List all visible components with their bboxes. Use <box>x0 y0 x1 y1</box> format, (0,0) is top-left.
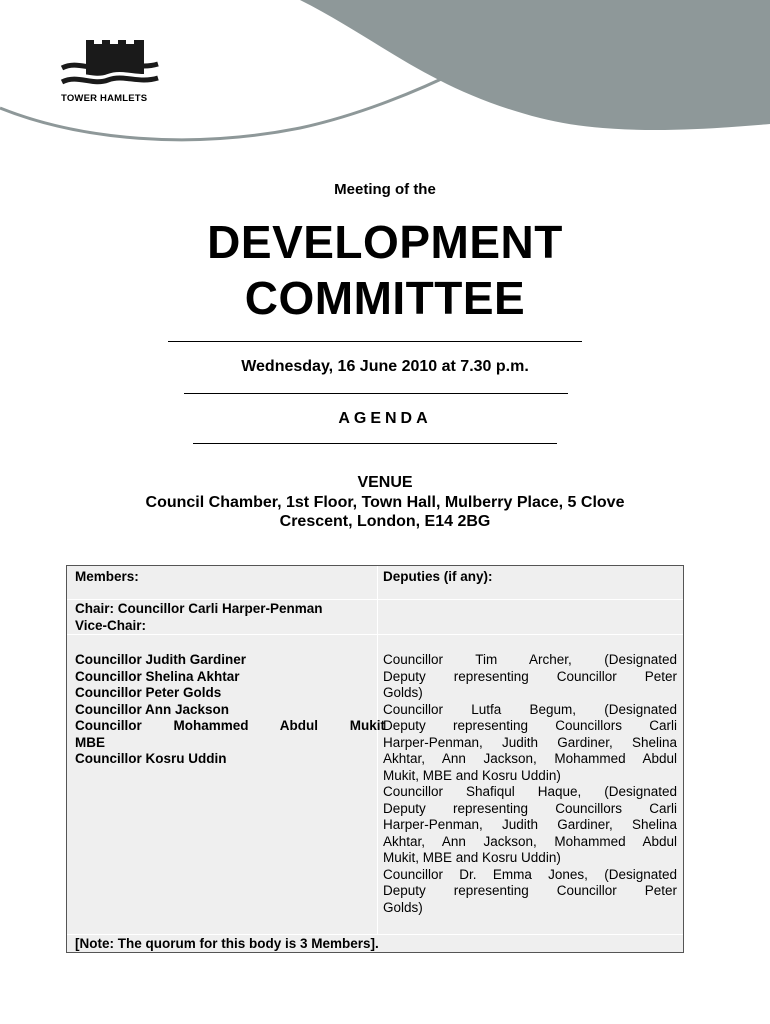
divider-rule <box>168 341 582 342</box>
deputy-line: Golds) <box>383 899 423 915</box>
deputies-header: Deputies (if any): <box>383 569 493 584</box>
title-line-1: DEVELOPMENT <box>207 216 563 268</box>
deputy-line: Councillor Shafiqul Haque, (Designated <box>383 784 677 799</box>
title-line-2: COMMITTEE <box>244 272 526 324</box>
deputies-list <box>383 652 677 916</box>
quorum-note: [Note: The quorum for this body is 3 Members]. <box>75 936 379 951</box>
deputy-line: Akhtar, Ann Jackson, Mohammed Abdul <box>383 751 677 766</box>
deputy-line: Deputy representing Councillor Peter <box>383 668 677 684</box>
meeting-of-label: Meeting of the <box>334 181 436 198</box>
deputy-line: Golds) <box>383 685 423 700</box>
vice-chair-line: Vice-Chair: <box>75 618 147 633</box>
deputy-line: Deputy representing Councillors Carli <box>383 800 677 816</box>
member-item: Councillor Shelina Akhtar <box>75 668 240 684</box>
members-list <box>75 652 385 768</box>
members-table <box>66 565 684 953</box>
agenda-label: AGENDA <box>338 410 432 427</box>
table-divider <box>67 934 683 935</box>
deputy-line: Councillor Tim Archer, (Designated <box>383 652 677 667</box>
divider-rule <box>184 393 568 394</box>
meeting-date: Wednesday, 16 June 2010 at 7.30 p.m. <box>241 358 529 375</box>
member-item: Councillor Ann Jackson <box>75 701 230 717</box>
member-item: Councillor Judith Gardiner <box>75 652 247 667</box>
deputy-line: Councillor Dr. Emma Jones, (Designated <box>383 866 677 882</box>
deputy-line: Mukit, MBE and Kosru Uddin) <box>383 850 561 865</box>
venue-label: VENUE <box>357 474 413 491</box>
venue-line-1: Council Chamber, 1st Floor, Town Hall, Mulberry Place, 5 Clove <box>145 494 625 511</box>
member-item: MBE <box>75 734 105 750</box>
deputy-line: Harper-Penman, Judith Gardiner, Shelina <box>383 817 677 832</box>
divider-rule <box>193 443 557 444</box>
members-header: Members: <box>75 569 139 584</box>
deputy-line: Akhtar, Ann Jackson, Mohammed Abdul <box>383 833 677 849</box>
deputy-line: Mukit, MBE and Kosru Uddin) <box>383 767 561 783</box>
table-divider <box>67 634 683 635</box>
chair-line: Chair: Councillor Carli Harper-Penman <box>75 601 323 616</box>
deputy-line: Deputy representing Councillors Carli <box>383 718 677 733</box>
deputy-line: Deputy representing Councillor Peter <box>383 883 677 898</box>
member-item: Councillor Mohammed Abdul Mukit <box>75 718 385 733</box>
member-item: Councillor Kosru Uddin <box>75 751 227 766</box>
deputy-line: Harper-Penman, Judith Gardiner, Shelina <box>383 734 677 750</box>
table-divider <box>67 599 683 600</box>
member-item: Councillor Peter Golds <box>75 685 222 700</box>
logo-text: TOWER HAMLETS <box>61 93 148 104</box>
venue-line-2: Crescent, London, E14 2BG <box>279 513 491 530</box>
deputy-line: Councillor Lutfa Begum, (Designated <box>383 701 677 717</box>
